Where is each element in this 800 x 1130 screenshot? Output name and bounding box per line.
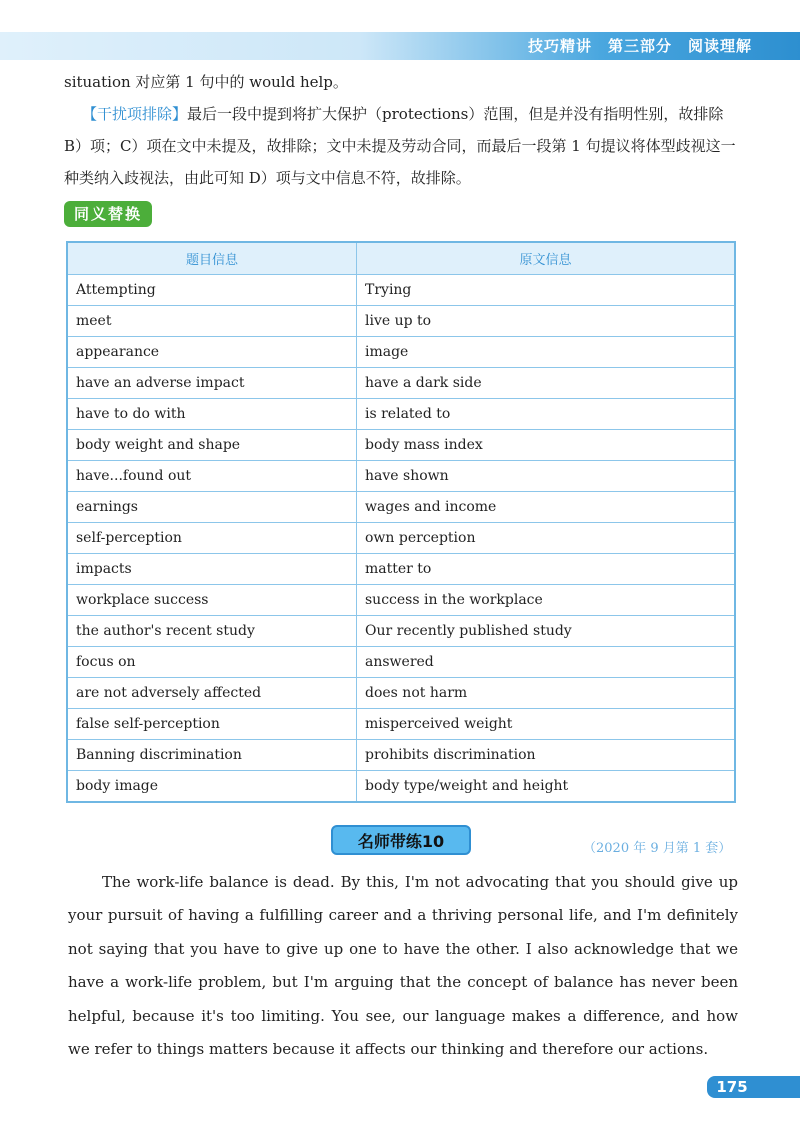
cell-question-info: impacts: [67, 554, 357, 585]
reading-passage: The work-life balance is dead. By this, I'm not advocating that you should give up your pursuit of having a fulfilling career and a thriving personal life, and I'm definitely not saying that you have to give up one to have the other. I also acknowledge that we have a work-life problem, but I'm arguing that the concept of balance has never been helpful, because it's too limiting. You see, our language makes a difference, and how we refer to things matters because it affects our thinking and therefore our actions.: [68, 873, 738, 1059]
table-row: [67, 523, 735, 554]
cell-question-info: earnings: [67, 492, 357, 523]
table-row: [67, 678, 735, 709]
table-row: [67, 368, 735, 399]
cell-original-info: Our recently published study: [357, 616, 736, 647]
column-header-original-info: 原文信息: [357, 242, 736, 275]
column-header-question-info: 题目信息: [67, 242, 357, 275]
cell-original-info: is related to: [357, 399, 736, 430]
cell-original-info: misperceived weight: [357, 709, 736, 740]
table-row: [67, 709, 735, 740]
table-body: [67, 275, 735, 803]
cell-question-info: Banning discrimination: [67, 740, 357, 771]
paragraph-situation: situation 对应第 1 句中的 would help。: [64, 73, 348, 91]
cell-original-info: matter to: [357, 554, 736, 585]
header-title: 技巧精讲 第三部分 阅读理解: [527, 37, 752, 55]
table-row: [67, 492, 735, 523]
cell-original-info: answered: [357, 647, 736, 678]
page-number: 175: [716, 1078, 748, 1096]
cell-original-info: does not harm: [357, 678, 736, 709]
section-title-synonyms: 同义替换: [64, 201, 152, 227]
cell-original-info: have a dark side: [357, 368, 736, 399]
cell-question-info: have...found out: [67, 461, 357, 492]
table-row: [67, 585, 735, 616]
exam-source: （2020 年 9 月第 1 套）: [583, 841, 732, 856]
practice-badge: 名师带练10: [331, 825, 471, 855]
cell-question-info: false self-perception: [67, 709, 357, 740]
cell-question-info: are not adversely affected: [67, 678, 357, 709]
cell-original-info: Trying: [357, 275, 736, 306]
table-row: [67, 306, 735, 337]
cell-question-info: the author's recent study: [67, 616, 357, 647]
cell-question-info: have an adverse impact: [67, 368, 357, 399]
cell-original-info: wages and income: [357, 492, 736, 523]
cell-question-info: body image: [67, 771, 357, 803]
table-row: [67, 461, 735, 492]
paragraph-distractor-elimination: [64, 98, 736, 194]
cell-original-info: have shown: [357, 461, 736, 492]
cell-question-info: self-perception: [67, 523, 357, 554]
table-row: [67, 399, 735, 430]
cell-question-info: have to do with: [67, 399, 357, 430]
table-row: [67, 337, 735, 368]
table-row: [67, 616, 735, 647]
table-row: [67, 275, 735, 306]
table-row: [67, 740, 735, 771]
cell-question-info: body weight and shape: [67, 430, 357, 461]
table-row: [67, 647, 735, 678]
cell-question-info: meet: [67, 306, 357, 337]
table-header-row: [67, 242, 735, 275]
cell-original-info: image: [357, 337, 736, 368]
table-row: [67, 430, 735, 461]
cell-original-info: prohibits discrimination: [357, 740, 736, 771]
cell-original-info: body mass index: [357, 430, 736, 461]
cell-question-info: workplace success: [67, 585, 357, 616]
distractor-text: 最后一段中提到将扩大保护（protections）范围，但是并没有指明性别，故排除 B）项；C）项在文中未提及，故排除；文中未提及劳动合同，而最后一段第 1 句提议将体型歧视这一种类纳入歧视法，由此可知 D）项与文中信息不符，故排除。: [64, 105, 736, 187]
synonym-table: [66, 241, 736, 803]
distractor-tag: 【干扰项排除】: [82, 105, 188, 123]
table-row: [67, 771, 735, 803]
cell-question-info: appearance: [67, 337, 357, 368]
table-row: [67, 554, 735, 585]
cell-original-info: success in the workplace: [357, 585, 736, 616]
cell-original-info: live up to: [357, 306, 736, 337]
cell-original-info: own perception: [357, 523, 736, 554]
cell-question-info: Attempting: [67, 275, 357, 306]
cell-original-info: body type/weight and height: [357, 771, 736, 803]
cell-question-info: focus on: [67, 647, 357, 678]
